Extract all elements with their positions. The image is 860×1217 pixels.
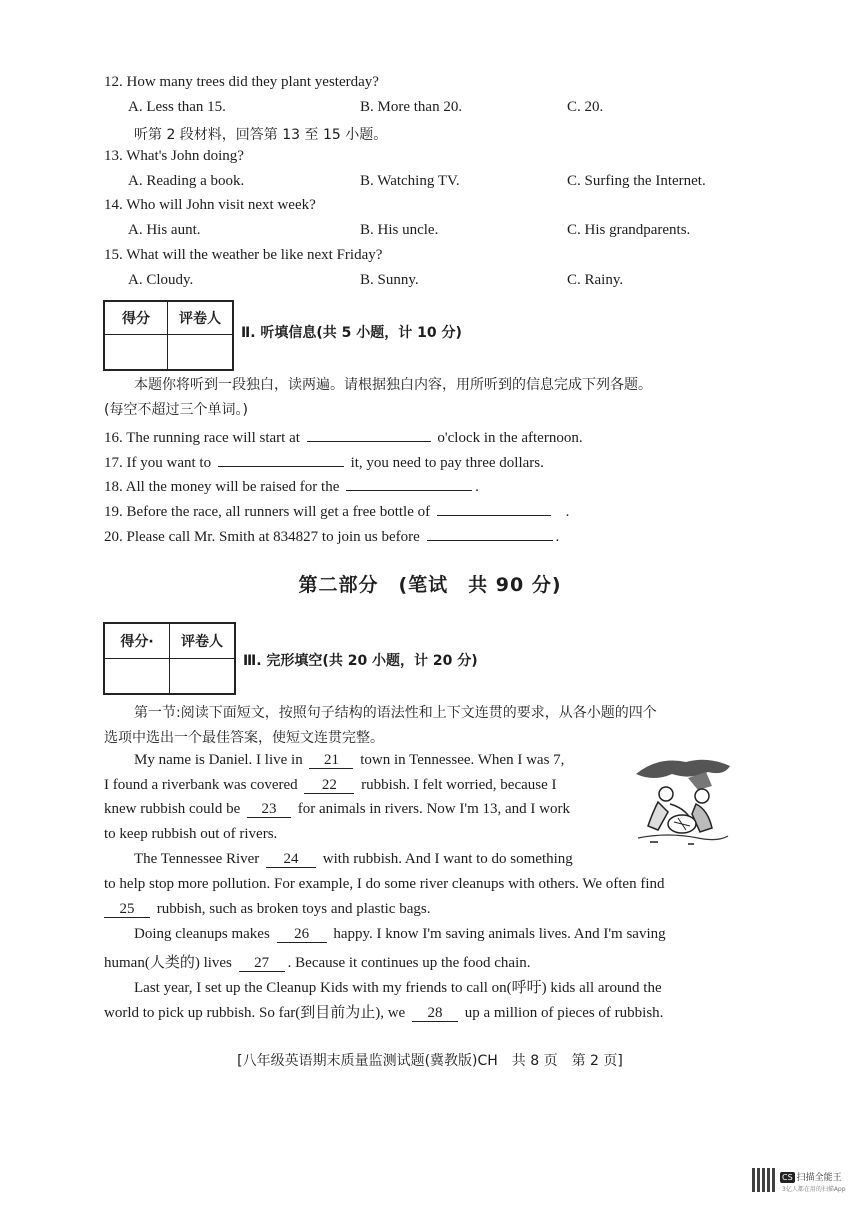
grader-cell[interactable] — [170, 659, 235, 694]
passage-text: rubbish. I felt worried, because I — [361, 777, 557, 793]
passage-text: town in Tennessee. When I was 7, — [360, 752, 565, 768]
blank-28[interactable]: 28 — [412, 1005, 458, 1022]
blank-26[interactable]: 26 — [277, 926, 327, 943]
passage-text: happy. I know I'm saving animals lives. And I'm saving — [333, 926, 666, 942]
score-label: 得分· — [105, 624, 170, 659]
question-19 — [104, 499, 569, 521]
score-box-section-3 — [103, 622, 236, 695]
passage-text: human(人类的) lives — [104, 955, 232, 971]
passage-text: up a million of pieces of rubbish. — [464, 1005, 664, 1021]
section-3-intro-cont: 选项中选出一个最佳答案，使短文连贯完整。 — [104, 730, 384, 746]
section-2-intro: 本题你将听到一段独白，读两遍。请根据独白内容，用所听到的信息完成下列各题。 — [134, 377, 652, 393]
question-12-stem: 12. How many trees did they plant yesterday? — [104, 74, 379, 90]
qr-code-icon — [752, 1168, 776, 1192]
question-13-option-b: B. Watching TV. — [360, 173, 460, 189]
answer-blank-16[interactable] — [307, 425, 431, 442]
question-13-option-a: A. Reading a book. — [128, 173, 245, 189]
question-14-stem: 14. Who will John visit next week? — [104, 197, 316, 213]
question-17-pre: 17. If you want to — [104, 455, 212, 471]
passage-text: Doing cleanups makes — [134, 926, 270, 942]
question-20-post: . — [555, 529, 560, 545]
passage-line-5 — [134, 851, 573, 868]
section-2-title: Ⅱ. 听填信息(共 5 小题，计 10 分) — [241, 325, 462, 341]
question-16-pre: 16. The running race will start at — [104, 430, 300, 446]
section-3-intro: 第一节:阅读下面短文，按照句子结构的语法性和上下文连贯的要求，从各小题的四个 — [134, 705, 657, 721]
passage-line-7 — [104, 901, 430, 918]
question-15-option-b: B. Sunny. — [360, 272, 419, 288]
passage-line-1 — [134, 752, 564, 769]
score-cell[interactable] — [105, 659, 170, 694]
scanner-watermark — [780, 1170, 842, 1183]
question-18-pre: 18. All the money will be raised for the — [104, 479, 340, 495]
page-footer: [八年级英语期末质量监测试题(冀教版)CH 共 8 页 第 2 页] — [237, 1053, 623, 1069]
section-3-title: Ⅲ. 完形填空(共 20 小题，计 20 分) — [243, 653, 478, 669]
question-15-stem: 15. What will the weather be like next Friday? — [104, 247, 383, 263]
score-box-section-2 — [103, 300, 234, 371]
blank-21[interactable]: 21 — [309, 752, 353, 769]
passage-line-8 — [134, 926, 666, 943]
passage-text: . Because it continues up the food chain. — [287, 955, 531, 971]
grader-label: 评卷人 — [170, 624, 235, 659]
passage-line-2 — [104, 777, 557, 794]
blank-27[interactable]: 27 — [239, 955, 285, 972]
section-2-note: (每空不超过三个单词。) — [104, 402, 248, 418]
passage-line-9 — [104, 951, 531, 972]
question-14-option-c: C. His grandparents. — [567, 222, 691, 238]
question-17-post: it, you need to pay three dollars. — [350, 455, 544, 471]
question-15-option-c: C. Rainy. — [567, 272, 624, 288]
question-15-option-a: A. Cloudy. — [128, 272, 194, 288]
question-12-option-b: B. More than 20. — [360, 99, 463, 115]
passage-text: I found a riverbank was covered — [104, 777, 298, 793]
river-cleanup-illustration — [628, 752, 734, 848]
question-19-pre: 19. Before the race, all runners will get a free bottle of — [104, 504, 431, 520]
blank-23[interactable]: 23 — [247, 801, 291, 818]
question-18-post: . — [475, 479, 479, 495]
question-17 — [104, 450, 544, 472]
blank-24[interactable]: 24 — [266, 851, 316, 868]
question-16 — [104, 425, 583, 447]
question-14-option-b: B. His uncle. — [360, 222, 439, 238]
answer-blank-19[interactable] — [437, 499, 551, 516]
grader-label: 评卷人 — [168, 302, 233, 335]
answer-blank-17[interactable] — [218, 450, 344, 467]
question-12-option-c: C. 20. — [567, 99, 604, 115]
passage-text: for animals in rivers. Now I'm 13, and I work — [297, 801, 570, 817]
question-20-pre: 20. Please call Mr. Smith at 834827 to join us before — [104, 529, 420, 545]
question-20 — [104, 524, 559, 546]
scanner-app-name: 扫描全能王 — [796, 1173, 842, 1183]
question-12-option-a: A. Less than 15. — [128, 99, 226, 115]
passage-line-4: to keep rubbish out of rivers. — [104, 826, 278, 842]
passage-text: The Tennessee River — [134, 851, 260, 867]
passage-line-11 — [104, 1001, 663, 1022]
blank-25[interactable]: 25 — [104, 901, 150, 918]
passage-line-10: Last year, I set up the Cleanup Kids with my friends to call on(呼吁) kids all around the — [134, 980, 662, 996]
blank-22[interactable]: 22 — [304, 777, 354, 794]
question-13-option-c: C. Surfing the Internet. — [567, 173, 706, 189]
passage-line-3 — [104, 801, 570, 818]
question-14-option-a: A. His aunt. — [128, 222, 201, 238]
answer-blank-18[interactable] — [346, 474, 472, 491]
question-16-post: o'clock in the afternoon. — [437, 430, 583, 446]
answer-blank-20[interactable] — [427, 524, 553, 541]
passage-text: My name is Daniel. I live in — [134, 752, 303, 768]
score-label: 得分 — [105, 302, 168, 335]
question-19-post: . — [565, 504, 570, 520]
passage-text: rubbish, such as broken toys and plastic bags. — [156, 901, 431, 917]
grader-cell[interactable] — [168, 335, 233, 370]
listening-instruction: 听第 2 段材料，回答第 13 至 15 小题。 — [134, 127, 388, 143]
question-18 — [104, 474, 479, 496]
passage-text: with rubbish. And I want to do something — [322, 851, 573, 867]
passage-text: world to pick up rubbish. So far(到目前为止), we — [104, 1005, 406, 1021]
scanner-tagline: 3亿人都在用的扫描App — [782, 1186, 846, 1193]
part-2-title: 第二部分 (笔试 共 90 分) — [298, 574, 562, 596]
cs-logo-icon: CS — [782, 1173, 793, 1182]
score-cell[interactable] — [105, 335, 168, 370]
question-13-stem: 13. What's John doing? — [104, 148, 244, 164]
passage-text: knew rubbish could be — [104, 801, 241, 817]
passage-line-6: to help stop more pollution. For example, I do some river cleanups with others. We often find — [104, 876, 665, 892]
